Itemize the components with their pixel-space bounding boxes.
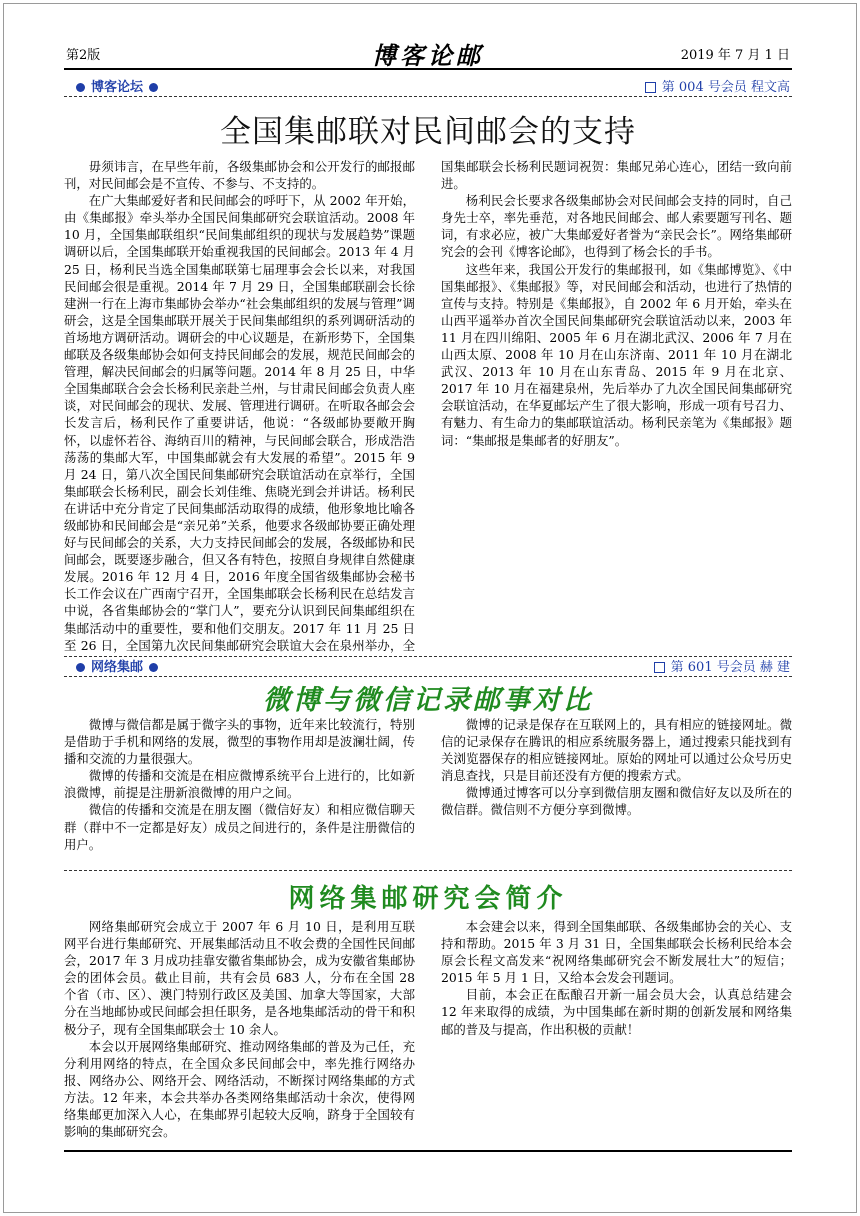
square-icon — [654, 662, 665, 673]
section1-title: 全国集邮联对民间邮会的支持 — [220, 114, 636, 150]
section2-dashed-rule — [64, 676, 792, 677]
square-icon — [645, 82, 656, 93]
paragraph: 微博通过博客可以分享到微信朋友圈和微信好友以及所在的微信群。微信则不方便分享到微博。 — [441, 785, 792, 818]
bullet-icon — [149, 83, 158, 92]
paragraph: 杨利民会长要求各级集邮协会对民间邮会支持的同时，自己身先士卒，率先垂范，对各地民间邮会、邮人索要题写刊名、题词，有求必应，被广大集邮爱好者誉为“亲民会长”。网络集邮研究会的会刊《博客论邮》，也得到了杨会长的手书。 — [441, 193, 792, 260]
bullet-icon — [76, 83, 85, 92]
paragraph: 网络集邮研究会成立于 2007 年 6 月 10 日，是利用互联网平台进行集邮研究、开展集邮活动且不收会费的全国性民间邮会，2017 年 3 月成功挂靠安徽省集邮协会，成为安徽省集邮协会的团体会员。截止目前，共有会员 683 人，分布在全国 28 个省（市、区）、澳门特别行政区及美国、加拿大等国家，大部分在当地邮协或民间邮会担任职务，是各地集邮活动的骨干和积极分子，现有全国集邮联会士 10 余人。 — [64, 919, 415, 1037]
section1-body — [64, 158, 792, 658]
section2-byline — [654, 656, 790, 675]
bullet-icon — [76, 663, 85, 672]
section2-title: 微博与微信记录邮事对比 — [263, 685, 593, 716]
paragraph: 这些年来，我国公开发行的集邮报刊，如《集邮博览》、《中国集邮报》、《集邮报》等，对民间邮会和活动，也进行了热情的宣传与支持。特别是《集邮报》，自 2002 年 6 月开始，牵头在山西平遥举办首次全国民间集邮研究会联谊活动以来，2003 年 11 月在四川绵阳、2005 年 6 月在湖北武汉、2006 年 7 月在山西太原、2008 年 10 月在山东济南、2011 年 10 月在湖北武汉、2013 年 10 月在山东青岛、2015 年 9 月在北京、2017 年 10 月在福建泉州，先后举办了九次全国民间集邮研究会联谊活动，在华夏邮坛产生了很大影响，形成一项有号召力、有魅力、有生命力的集邮联谊活动。杨利民亲笔为《集邮报》题词：“集邮报是集邮者的好朋友”。 — [441, 261, 792, 448]
section3-dashed-rule — [64, 870, 792, 871]
paragraph: 微博的记录是保存在互联网上的，具有相应的链接网址。微信的记录保存在腾讯的相应系统服务器上，通过搜索只能找到有关浏览器保存的相应链接网址。原始的网址可以通过公众号历史消息查找，只是目前还没有方便的搜索方式。 — [441, 717, 792, 784]
section2-byline-text: 第 601 号会员 赫 建 — [670, 660, 790, 675]
paragraph: 在广大集邮爱好者和民间邮会的呼吁下，从 2002 年开始，由《集邮报》牵头举办全国民间集邮研究会联谊活动。2008 年 10 月，全国集邮联组织“民间集邮组织的现状与发展趋势”课题调研以后，全国集邮联开始重视我国的民间邮会。2013 年 4 月 25 日，杨利民当选全国集邮联第七届理事会会长以来，对我国民间邮会很是重视。2014 年 7 月 29 日，全国集邮联副会长徐建洲一行在上海市集邮协会举办“社会集邮组织的发展与管理”调研会，这是全国集邮联开展关于民间集邮组织的系列调研活动的首场地方调研活动。调研会的中心议题是，在新形势下，全国集邮联及各级集邮协会如何支持民间邮会的发展，规范民间邮会的管理，解决民间邮会的归属等问题。2014 年 8 月 25 日，中华全国集邮联合会会长杨利民亲赴兰州，与甘肃民间邮会负责人座谈，对民间邮会的现状、发展、管理进行调研。在听取各邮会会长发言后，杨利民作了重要讲话，他说：“各级邮协要敞开胸怀，以虚怀若谷、海纳百川的精神，与民间邮会联合，形成浩浩荡荡的集邮大军，中国集邮就会有大发展的希望”。2015 年 9 月 24 日，第八次全国民间集邮研究会联谊活动在京举行，全国集邮联会长杨利民，副会长刘佳维、焦晓光到会并讲话。杨利民在讲话中充分肯定了民间集邮活动取得的成绩，他形象地比喻各级邮协和民间邮会是“亲兄弟”关系，他要求各级邮协要正确处理好与民间邮会的关系，大力支持民间邮会的发展，各级邮协和民间邮会，既要逐步融合，但又各有特色，按照自身规律自然健康发展。2016 年 12 月 4 日，2016 年度全国省级集邮协会秘书长工作会议在广西南宁召开，全国集邮联会长杨利民在总结发言中说，各省集邮协会的“掌门人”，要充分认识到民间集邮组织在集邮活动中的重要性，要和他们交朋友。2017 年 11 月 25 日至 26 日，全国第九次民间集邮研究会联谊大会在泉州举办，全国集邮联会长杨利民题词祝贺：集邮兄弟心连心，团结一致向前进。 — [64, 159, 792, 653]
section1-byline-text: 第 004 号会员 程文高 — [661, 80, 790, 95]
issue-date: 2019 年 7 月 1 日 — [680, 48, 790, 63]
paragraph: 目前，本会正在酝酿召开新一届会员大会，认真总结建会 12 年来取得的成绩，为中国集邮在新时期的创新发展和网络集邮的普及与提高，作出积极的贡献！ — [441, 987, 792, 1037]
section1-column-label: 博客论坛 — [91, 80, 144, 95]
section2-body — [64, 716, 792, 864]
bottom-rule — [64, 1150, 792, 1152]
section3-title: 网络集邮研究会简介 — [288, 884, 568, 914]
paragraph: 微博的传播和交流是在相应微博系统平台上进行的，比如新浪微博，前提是注册新浪微博的用户之间。 — [64, 768, 415, 801]
masthead — [64, 36, 792, 70]
paragraph: 毋须讳言，在早些年前，各级集邮协会和公开发行的邮报邮刊，对民间邮会是不宣传、不参与、不支持的。 — [64, 159, 415, 192]
bullet-icon — [149, 663, 158, 672]
masthead-title: 博客论邮 — [372, 41, 484, 70]
paragraph: 微信的传播和交流是在朋友圈（微信好友）和相应微信聊天群（群中不一定都是好友）成员之间进行的，条件是注册微信的用户。 — [64, 802, 415, 852]
paragraph: 微博与微信都是属于微字头的事物，近年来比较流行，特别是借助于手机和网络的发展，微型的事物作用却是波澜壮阔，传播和交流的力量很强大。 — [64, 717, 415, 767]
masthead-rule — [64, 68, 792, 70]
section3-body — [64, 918, 792, 1148]
section1-bar — [64, 74, 792, 96]
paragraph: 本会以开展网络集邮研究、推动网络集邮的普及为己任，充分利用网络的特点，在全国众多民间邮会中，率先推行网络办报、网络办公、网络开会、网络活动，不断探讨网络集邮的方式方法。12 年来，本会共举办各类网络集邮活动十余次，使得网络集邮更加深入人心，在集邮界引起较大反响，跻身于全国较有影响的集邮研究会。 — [64, 1038, 415, 1140]
section2-column — [70, 656, 164, 675]
section1-byline — [645, 76, 790, 95]
issue-number: 第2版 — [66, 48, 101, 63]
section2-bar — [64, 654, 792, 676]
section2-column-label: 网络集邮 — [91, 660, 144, 675]
section1-column — [70, 76, 164, 95]
paragraph: 本会建会以来，得到全国集邮联、各级集邮协会的关心、支持和帮助。2015 年 3 月 31 日，全国集邮联会长杨利民给本会原会长程文高发来“祝网络集邮研究会不断发展壮大”的短信；2015 年 5 月 1 日，又给本会发会刊题词。 — [441, 919, 792, 986]
section1-dashed-rule — [64, 96, 792, 97]
